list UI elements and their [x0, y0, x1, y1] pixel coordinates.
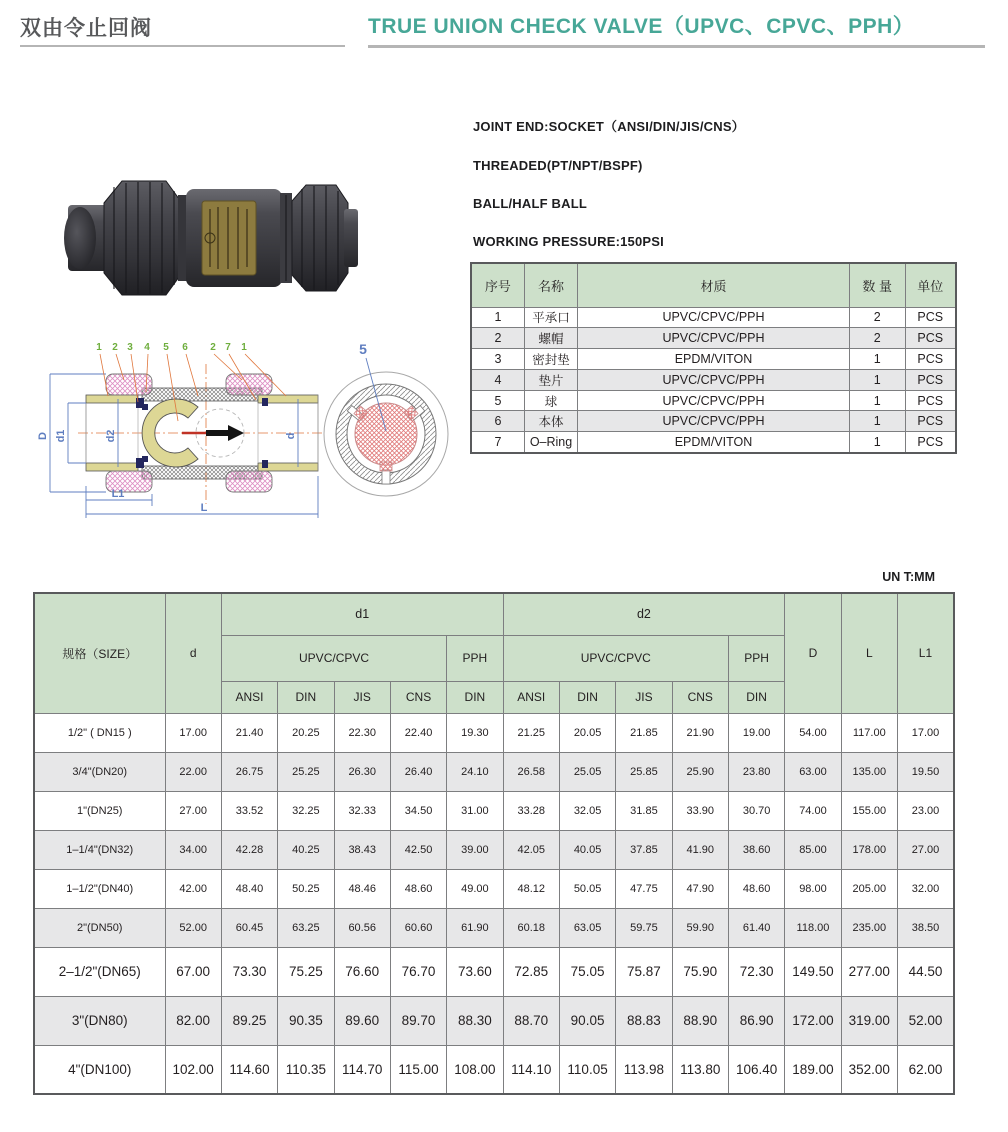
size-value-cell: 76.70	[390, 947, 446, 996]
parts-cell: 7	[471, 432, 524, 453]
size-value-cell: 62.00	[897, 1045, 954, 1094]
svg-text:D: D	[37, 432, 49, 440]
size-value-cell: 63.25	[278, 908, 334, 947]
size-value-cell: 76.60	[334, 947, 390, 996]
size-value-cell: 114.70	[334, 1045, 390, 1094]
valve-left-union-nut	[104, 181, 182, 295]
size-label-cell: 1–1/2"(DN40)	[34, 869, 165, 908]
size-value-cell: 114.60	[221, 1045, 277, 1094]
size-value-cell: 32.05	[559, 791, 615, 830]
parts-cell: 1	[849, 432, 905, 453]
size-value-cell: 75.87	[616, 947, 672, 996]
parts-cell: 1	[849, 349, 905, 370]
size-value-cell: 60.56	[334, 908, 390, 947]
valve-right-union-nut	[292, 185, 348, 291]
size-value-cell: 42.28	[221, 830, 277, 869]
size-value-cell: 73.60	[447, 947, 503, 996]
parts-cell: 3	[471, 349, 524, 370]
parts-cell: UPVC/CPVC/PPH	[578, 307, 850, 328]
size-value-cell: 88.70	[503, 996, 559, 1045]
parts-cell: EPDM/VITON	[578, 349, 850, 370]
size-table-row	[34, 1045, 954, 1094]
size-value-cell: 88.30	[447, 996, 503, 1045]
size-value-cell: 17.00	[165, 713, 221, 752]
size-table	[33, 592, 955, 1095]
flow-arrow	[182, 425, 244, 441]
size-value-cell: 178.00	[841, 830, 897, 869]
size-value-cell: 50.05	[559, 869, 615, 908]
size-value-cell: 49.00	[447, 869, 503, 908]
product-photo	[50, 145, 360, 330]
size-value-cell: 61.40	[728, 908, 784, 947]
size-value-cell: 352.00	[841, 1045, 897, 1094]
size-value-cell: 21.90	[672, 713, 728, 752]
parts-cell: PCS	[905, 328, 956, 349]
size-value-cell: 155.00	[841, 791, 897, 830]
size-value-cell: 74.00	[785, 791, 841, 830]
d2-jis-header: JIS	[616, 681, 672, 713]
size-table-row	[34, 791, 954, 830]
parts-header-cell: 单位	[905, 263, 956, 307]
size-value-cell: 59.90	[672, 908, 728, 947]
size-value-cell: 63.00	[785, 752, 841, 791]
size-value-cell: 110.05	[559, 1045, 615, 1094]
size-value-cell: 113.98	[616, 1045, 672, 1094]
d1-din-header: DIN	[278, 681, 334, 713]
size-value-cell: 114.10	[503, 1045, 559, 1094]
size-value-cell: 26.40	[390, 752, 446, 791]
size-value-cell: 25.25	[278, 752, 334, 791]
parts-cell: 螺帽	[524, 328, 577, 349]
size-value-cell: 26.75	[221, 752, 277, 791]
parts-cell: PCS	[905, 307, 956, 328]
size-table-row	[34, 713, 954, 752]
parts-table-row	[471, 390, 956, 411]
size-value-cell: 135.00	[841, 752, 897, 791]
d2-group-header: d2	[503, 593, 785, 635]
size-value-cell: 21.85	[616, 713, 672, 752]
parts-cell: UPVC/CPVC/PPH	[578, 369, 850, 390]
unit-note: UN T:MM	[882, 570, 935, 584]
size-value-cell: 40.25	[278, 830, 334, 869]
size-value-cell: 82.00	[165, 996, 221, 1045]
parts-cell: 2	[849, 328, 905, 349]
size-value-cell: 60.60	[390, 908, 446, 947]
parts-table-row	[471, 328, 956, 349]
size-label-cell: 4"(DN100)	[34, 1045, 165, 1094]
size-value-cell: 25.90	[672, 752, 728, 791]
parts-cell: 4	[471, 369, 524, 390]
L1-col-header: L1	[897, 593, 954, 713]
size-value-cell: 25.05	[559, 752, 615, 791]
size-table-row	[34, 752, 954, 791]
size-value-cell: 89.25	[221, 996, 277, 1045]
size-value-cell: 17.00	[897, 713, 954, 752]
parts-cell: PCS	[905, 432, 956, 453]
d2-cns-header: CNS	[672, 681, 728, 713]
size-value-cell: 54.00	[785, 713, 841, 752]
size-label-cell: 2"(DN50)	[34, 908, 165, 947]
d-col-header: d	[165, 593, 221, 713]
size-value-cell: 22.40	[390, 713, 446, 752]
size-value-cell: 44.50	[897, 947, 954, 996]
size-value-cell: 38.50	[897, 908, 954, 947]
size-value-cell: 37.85	[616, 830, 672, 869]
size-table-body	[34, 713, 954, 1094]
size-value-cell: 21.40	[221, 713, 277, 752]
size-table-row	[34, 996, 954, 1045]
size-table-row	[34, 869, 954, 908]
size-value-cell: 33.90	[672, 791, 728, 830]
parts-table-body	[471, 307, 956, 453]
d1-pph-din-header: DIN	[447, 681, 503, 713]
size-value-cell: 72.30	[728, 947, 784, 996]
d2-din-header: DIN	[559, 681, 615, 713]
parts-cell: 平承口	[524, 307, 577, 328]
size-value-cell: 48.46	[334, 869, 390, 908]
svg-text:d2: d2	[105, 429, 117, 443]
parts-cell: 垫片	[524, 369, 577, 390]
size-value-cell: 38.60	[728, 830, 784, 869]
end-view-callout-number: 5	[359, 341, 367, 357]
size-value-cell: 48.60	[728, 869, 784, 908]
size-value-cell: 102.00	[165, 1045, 221, 1094]
d1-ansi-header: ANSI	[221, 681, 277, 713]
size-value-cell: 149.50	[785, 947, 841, 996]
d1-upvc-cpvc-header: UPVC/CPVC	[221, 635, 446, 681]
size-value-cell: 86.90	[728, 996, 784, 1045]
parts-cell: 1	[849, 369, 905, 390]
parts-cell: 5	[471, 390, 524, 411]
parts-table	[470, 262, 957, 454]
size-col-header: 规格（SIZE）	[34, 593, 165, 713]
size-value-cell: 319.00	[841, 996, 897, 1045]
size-value-cell: 106.40	[728, 1045, 784, 1094]
size-value-cell: 25.85	[616, 752, 672, 791]
size-value-cell: 19.00	[728, 713, 784, 752]
parts-cell: O–Ring	[524, 432, 577, 453]
size-value-cell: 205.00	[841, 869, 897, 908]
size-value-cell: 73.30	[221, 947, 277, 996]
size-label-cell: 1/2" ( DN15 )	[34, 713, 165, 752]
size-value-cell: 98.00	[785, 869, 841, 908]
svg-text:L: L	[200, 502, 208, 514]
size-value-cell: 31.85	[616, 791, 672, 830]
size-value-cell: 75.90	[672, 947, 728, 996]
size-value-cell: 41.90	[672, 830, 728, 869]
size-value-cell: 90.05	[559, 996, 615, 1045]
d2-ansi-header: ANSI	[503, 681, 559, 713]
svg-text:4: 4	[144, 342, 150, 353]
parts-cell: PCS	[905, 390, 956, 411]
size-label-cell: 1–1/4"(DN32)	[34, 830, 165, 869]
size-value-cell: 172.00	[785, 996, 841, 1045]
size-value-cell: 47.90	[672, 869, 728, 908]
parts-cell: 1	[471, 307, 524, 328]
size-value-cell: 39.00	[447, 830, 503, 869]
svg-text:5: 5	[163, 342, 169, 353]
svg-text:d: d	[285, 432, 297, 440]
size-value-cell: 48.60	[390, 869, 446, 908]
parts-cell: 1	[849, 390, 905, 411]
size-value-cell: 26.30	[334, 752, 390, 791]
parts-table-row	[471, 369, 956, 390]
size-value-cell: 27.00	[165, 791, 221, 830]
size-value-cell: 75.05	[559, 947, 615, 996]
cross-section-drawing	[30, 336, 465, 531]
size-table-header	[34, 593, 954, 713]
svg-text:7: 7	[225, 342, 231, 353]
size-table-row	[34, 830, 954, 869]
spec-line-threaded: THREADED(PT/NPT/BSPF)	[473, 158, 643, 173]
svg-text:3: 3	[127, 342, 133, 353]
d1-group-header: d1	[221, 593, 503, 635]
size-label-cell: 3/4"(DN20)	[34, 752, 165, 791]
size-value-cell: 48.40	[221, 869, 277, 908]
size-value-cell: 189.00	[785, 1045, 841, 1094]
size-value-cell: 24.10	[447, 752, 503, 791]
parts-cell: 本体	[524, 411, 577, 432]
size-value-cell: 42.00	[165, 869, 221, 908]
spec-line-ball: BALL/HALF BALL	[473, 196, 587, 211]
page-title-chinese: 双由令止回阀	[20, 17, 152, 40]
size-value-cell: 38.43	[334, 830, 390, 869]
technical-drawing	[30, 336, 465, 531]
size-value-cell: 47.75	[616, 869, 672, 908]
size-value-cell: 235.00	[841, 908, 897, 947]
size-value-cell: 27.00	[897, 830, 954, 869]
parts-cell: 2	[471, 328, 524, 349]
size-value-cell: 89.60	[334, 996, 390, 1045]
size-value-cell: 22.00	[165, 752, 221, 791]
parts-cell: 6	[471, 411, 524, 432]
size-value-cell: 32.00	[897, 869, 954, 908]
callout-numbers	[96, 342, 247, 353]
size-value-cell: 85.00	[785, 830, 841, 869]
size-value-cell: 72.85	[503, 947, 559, 996]
parts-header-cell: 数 量	[849, 263, 905, 307]
size-value-cell: 33.28	[503, 791, 559, 830]
size-value-cell: 32.25	[278, 791, 334, 830]
size-value-cell: 277.00	[841, 947, 897, 996]
size-label-cell: 3"(DN80)	[34, 996, 165, 1045]
valve-right-socket	[344, 209, 358, 267]
svg-text:1: 1	[96, 342, 102, 353]
size-value-cell: 60.18	[503, 908, 559, 947]
size-label-cell: 2–1/2"(DN65)	[34, 947, 165, 996]
svg-text:6: 6	[182, 342, 188, 353]
size-value-cell: 67.00	[165, 947, 221, 996]
size-value-cell: 50.25	[278, 869, 334, 908]
end-view	[324, 341, 448, 496]
size-value-cell: 108.00	[447, 1045, 503, 1094]
spec-line-joint-end: JOINT END:SOCKET（ANSI/DIN/JIS/CNS）	[473, 119, 745, 134]
parts-table-row	[471, 307, 956, 328]
size-value-cell: 40.05	[559, 830, 615, 869]
size-value-cell: 48.12	[503, 869, 559, 908]
parts-header-cell: 材质	[578, 263, 850, 307]
svg-text:d1: d1	[55, 429, 67, 443]
d1-jis-header: JIS	[334, 681, 390, 713]
spec-list	[473, 116, 745, 272]
size-value-cell: 20.25	[278, 713, 334, 752]
size-value-cell: 30.70	[728, 791, 784, 830]
parts-cell: UPVC/CPVC/PPH	[578, 390, 850, 411]
parts-table-header-row	[471, 263, 956, 307]
size-value-cell: 63.05	[559, 908, 615, 947]
size-value-cell: 23.00	[897, 791, 954, 830]
parts-cell: PCS	[905, 349, 956, 370]
size-value-cell: 90.35	[278, 996, 334, 1045]
title-underline-right	[368, 45, 985, 48]
svg-text:2: 2	[210, 342, 216, 353]
size-value-cell: 60.45	[221, 908, 277, 947]
parts-table-row	[471, 349, 956, 370]
spec-line-pressure: WORKING PRESSURE:150PSI	[473, 234, 664, 249]
size-value-cell: 32.33	[334, 791, 390, 830]
size-value-cell: 19.50	[897, 752, 954, 791]
parts-cell: PCS	[905, 411, 956, 432]
parts-cell: PCS	[905, 369, 956, 390]
parts-cell: 球	[524, 390, 577, 411]
D-col-header: D	[785, 593, 841, 713]
L-col-header: L	[841, 593, 897, 713]
size-value-cell: 89.70	[390, 996, 446, 1045]
parts-cell: UPVC/CPVC/PPH	[578, 411, 850, 432]
parts-cell: UPVC/CPVC/PPH	[578, 328, 850, 349]
size-value-cell: 23.80	[728, 752, 784, 791]
size-value-cell: 88.83	[616, 996, 672, 1045]
parts-table-row	[471, 411, 956, 432]
parts-header-cell: 名称	[524, 263, 577, 307]
size-value-cell: 34.00	[165, 830, 221, 869]
size-value-cell: 31.00	[447, 791, 503, 830]
size-value-cell: 34.50	[390, 791, 446, 830]
size-value-cell: 21.25	[503, 713, 559, 752]
svg-text:2: 2	[112, 342, 118, 353]
parts-cell: 密封垫	[524, 349, 577, 370]
d1-cns-header: CNS	[390, 681, 446, 713]
d2-pph-din-header: DIN	[728, 681, 784, 713]
page-title-english: TRUE UNION CHECK VALVE（UPVC、CPVC、PPH）	[368, 15, 915, 38]
size-value-cell: 19.30	[447, 713, 503, 752]
size-value-cell: 61.90	[447, 908, 503, 947]
parts-cell: 2	[849, 307, 905, 328]
size-value-cell: 42.05	[503, 830, 559, 869]
parts-header-cell: 序号	[471, 263, 524, 307]
parts-table-row	[471, 432, 956, 453]
size-value-cell: 110.35	[278, 1045, 334, 1094]
size-table-row	[34, 947, 954, 996]
d2-pph-header: PPH	[728, 635, 784, 681]
svg-text:1: 1	[241, 342, 247, 353]
title-underline-left	[20, 45, 345, 47]
d1-pph-header: PPH	[447, 635, 503, 681]
size-value-cell: 115.00	[390, 1045, 446, 1094]
size-value-cell: 26.58	[503, 752, 559, 791]
size-value-cell: 20.05	[559, 713, 615, 752]
size-value-cell: 118.00	[785, 908, 841, 947]
svg-text:L1: L1	[111, 488, 125, 500]
size-value-cell: 75.25	[278, 947, 334, 996]
size-value-cell: 59.75	[616, 908, 672, 947]
parts-cell: EPDM/VITON	[578, 432, 850, 453]
parts-cell: 1	[849, 411, 905, 432]
size-value-cell: 52.00	[897, 996, 954, 1045]
valve-photo-illustration	[50, 145, 360, 330]
size-value-cell: 42.50	[390, 830, 446, 869]
size-table-row	[34, 908, 954, 947]
valve-label	[202, 201, 256, 275]
size-value-cell: 22.30	[334, 713, 390, 752]
size-value-cell: 33.52	[221, 791, 277, 830]
size-value-cell: 88.90	[672, 996, 728, 1045]
d2-upvc-cpvc-header: UPVC/CPVC	[503, 635, 728, 681]
size-value-cell: 52.00	[165, 908, 221, 947]
size-value-cell: 117.00	[841, 713, 897, 752]
size-label-cell: 1"(DN25)	[34, 791, 165, 830]
size-value-cell: 113.80	[672, 1045, 728, 1094]
